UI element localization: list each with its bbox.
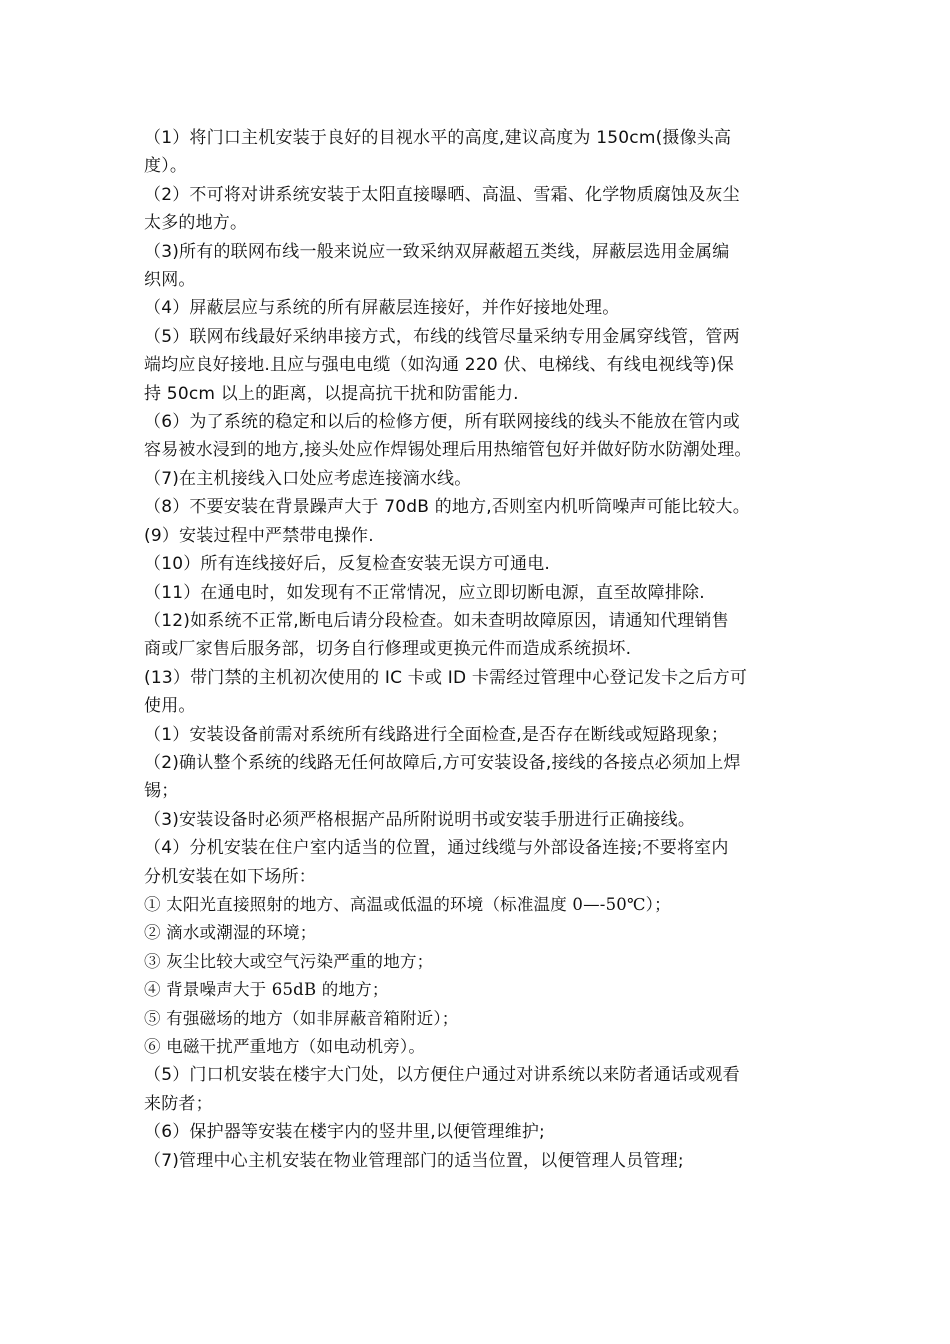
text-line: （12)如系统不正常,断电后请分段检查。如未查明故障原因，请通知代理销售 (144, 610, 729, 631)
text-line: （1）安装设备前需对系统所有线路进行全面检查,是否存在断线或短路现象； (144, 724, 729, 745)
text-line: 商或厂家售后服务部，切务自行修理或更换元件而造成系统损坏. (144, 639, 632, 660)
text-line: (9）安装过程中严禁带电操作. (144, 525, 374, 546)
text-line: （2）不可将对讲系统安装于太阳直接曝晒、高温、雪霜、化学物质腐蚀及灰尘 (144, 184, 740, 205)
text-line: 使用。 (144, 696, 196, 717)
text-line: 端均应良好接地.且应与强电电缆（如沟通 220 伏、电梯线、有线电视线等)保 (144, 355, 734, 376)
text-line: 容易被水浸到的地方,接头处应作焊锡处理后用热缩管包好并做好防水防潮处理。 (144, 440, 752, 461)
text-line: （11）在通电时，如发现有不正常情况，应立即切断电源，直至故障排除. (144, 582, 705, 603)
text-line: （10）所有连线接好后，反复检查安装无误方可通电. (144, 554, 551, 575)
text-line: （5）联网布线最好采纳串接方式，布线的线管尽量采纳专用金属穿线管，管两 (144, 326, 740, 347)
text-line: （4）分机安装在住户室内适当的位置，通过线缆与外部设备连接;不要将室内 (144, 838, 729, 859)
text-line: （8）不要安装在背景躁声大于 70dB 的地方,否则室内机听筒噪声可能比较大。 (144, 497, 750, 518)
numbered-list-item: ⑤ 有强磁场的地方（如非屏蔽音箱附近）； (144, 1008, 459, 1028)
text-line: （2)确认整个系统的线路无任何故障后,方可安装设备,接线的各接点必须加上焊 (144, 752, 741, 773)
numbered-list-item: ⑥ 电磁干扰严重地方（如电动机旁）。 (144, 1037, 426, 1056)
numbered-list-item: ① 太阳光直接照射的地方、高温或低温的环境（标准温度 0—-50℃）； (144, 894, 671, 914)
text-line: 来防者； (144, 1093, 213, 1114)
numbered-list-item: ③ 灰尘比较大或空气污染严重的地方； (144, 951, 434, 971)
text-line: （6）为了系统的稳定和以后的检修方便，所有联网接线的线头不能放在管内或 (144, 412, 740, 433)
text-line: 锡； (144, 781, 179, 802)
text-line: （4）屏蔽层应与系统的所有屏蔽层连接好，并作好接地处理。 (144, 298, 620, 319)
numbered-list-item: ② 滴水或潮湿的环境； (144, 923, 317, 943)
text-line: （3)安装设备时必须严格根据产品所附说明书或安装手册进行正确接线。 (144, 809, 696, 830)
text-line: 持 50cm 以上的距离，以提高抗干扰和防雷能力. (144, 383, 519, 404)
text-line: 分机安装在如下场所： (144, 866, 316, 887)
text-line: （6）保护器等安装在楼宇内的竖井里,以便管理维护; (144, 1122, 545, 1143)
text-line: （3)所有的联网布线一般来说应一致采纳双屏蔽超五类线，屏蔽层选用金属编 (144, 241, 730, 262)
text-line: (13）带门禁的主机初次使用的 IC 卡或 ID 卡需经过管理中心登记发卡之后方可 (144, 667, 748, 688)
document-body (144, 124, 814, 1175)
text-line: （5）门口机安装在楼宇大门处，以方便住户通过对讲系统以来防者通话或观看 (144, 1065, 740, 1086)
text-line: 太多的地方。 (144, 213, 248, 234)
text-line: 织网。 (144, 270, 196, 291)
numbered-list-item: ④ 背景噪声大于 65dB 的地方； (144, 980, 389, 1000)
text-line: 度）。 (144, 156, 188, 177)
text-line: （7)管理中心主机安装在物业管理部门的适当位置，以便管理人员管理; (144, 1150, 684, 1171)
text-line: （1）将门口主机安装于良好的目视水平的高度,建议高度为 150cm(摄像头高 (144, 128, 732, 148)
text-line: （7)在主机接线入口处应考虑连接滴水线。 (144, 468, 472, 489)
